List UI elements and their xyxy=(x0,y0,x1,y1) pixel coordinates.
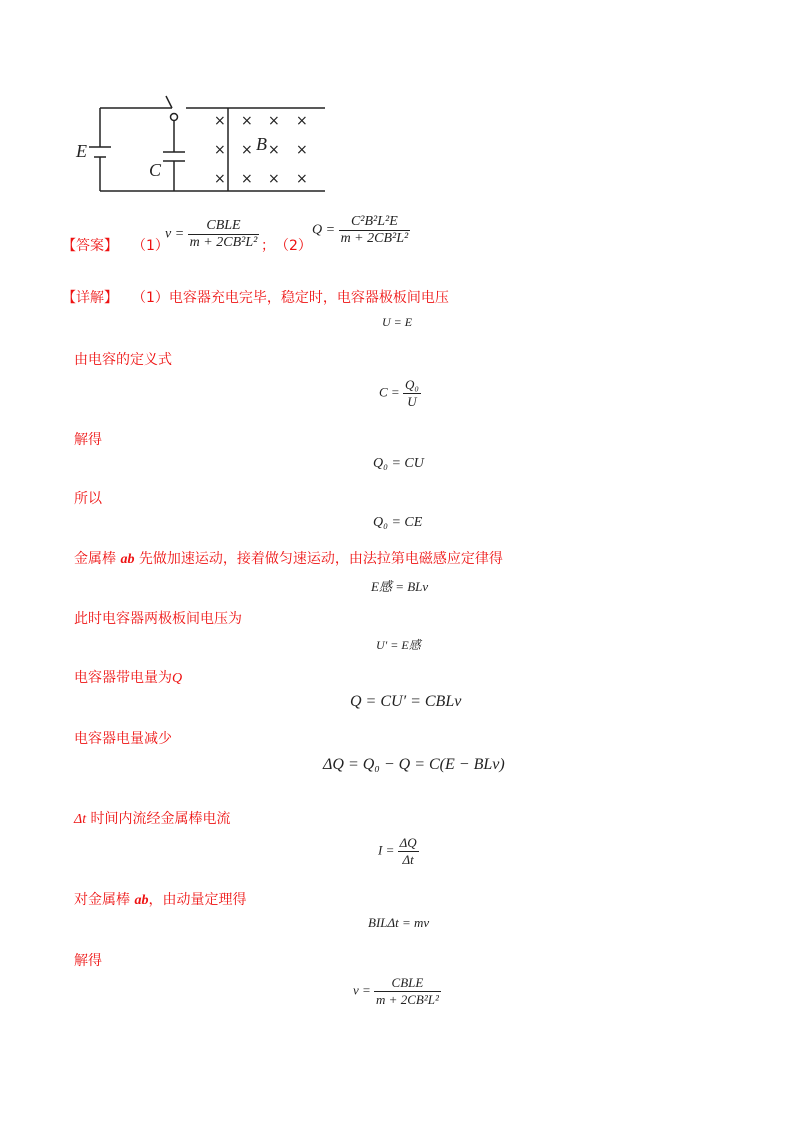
field-cross: × xyxy=(214,113,226,129)
detail-line4: 所以 xyxy=(74,491,102,507)
detail-line10: 对金属棒 ab，由动量定理得 xyxy=(74,892,247,908)
label-B: B xyxy=(256,134,267,154)
detail-line6: 此时电容器两极板间电压为 xyxy=(74,611,242,627)
field-cross: × xyxy=(268,113,280,129)
eq-Q0-CU: Q₀ = CU xyxy=(373,456,424,471)
detail-line9: Δt 时间内流经金属棒电流 xyxy=(74,811,231,827)
field-cross: × xyxy=(296,113,308,129)
detail-line7: 电容器带电量为Q xyxy=(74,670,183,686)
detail-heading: 【详解】 xyxy=(62,290,118,306)
detail-line2: 由电容的定义式 xyxy=(74,352,172,368)
eq-current: I = $\frac{\Delta Q}{\Delta t}$ xyxy=(378,835,417,867)
detail-line8: 电容器电量减少 xyxy=(74,731,172,747)
detail-line3: 解得 xyxy=(74,432,102,448)
label-E: E xyxy=(76,141,87,161)
answer-separator: ； xyxy=(261,238,275,254)
eq-final-v: v = $\frac{\text{CBLE}}{\text{m + 2CB²L²}}$ xyxy=(353,975,439,1007)
answer-part2-label: （2） xyxy=(275,238,312,254)
eq-U-E: U = E xyxy=(382,315,413,329)
eq-Q0-CE: Q₀ = CE xyxy=(373,515,423,530)
answer-part1-label: （1） xyxy=(132,238,169,254)
field-cross: × xyxy=(296,142,308,158)
eq-U-prime: U′ = E感 xyxy=(376,638,421,652)
answer-q-formula: Q = $\frac{\text{C²B²L²E}}{\text{m + 2CB²L²}}$ xyxy=(312,214,409,246)
detail-line11: 解得 xyxy=(74,953,102,969)
eq-induced-emf: E感 = BLv xyxy=(371,579,429,594)
field-cross: × xyxy=(241,171,253,187)
detail-line5: 金属棒 ab 先做加速运动，接着做匀速运动，由法拉第电磁感应定律得 xyxy=(74,551,503,567)
answer-heading: 【答案】 xyxy=(62,238,118,254)
detail-line1: （1）电容器充电完毕，稳定时，电容器极板间电压 xyxy=(132,290,449,306)
eq-capacitance-def: C = $\frac{\text{Q₀}}{U}$ xyxy=(379,377,419,409)
answer-v-formula: v = $\frac{\text{CBLE}}{\text{m + 2CB²L²}}$ xyxy=(165,218,258,250)
field-cross: × xyxy=(268,142,280,158)
field-cross: × xyxy=(214,171,226,187)
eq-momentum: BILΔt = mv xyxy=(368,915,430,930)
label-C: C xyxy=(149,160,162,180)
eq-Q-charge: Q = CU′ = CBLv xyxy=(350,693,462,710)
field-cross: × xyxy=(241,142,253,158)
field-cross: × xyxy=(296,171,308,187)
circuit-diagram xyxy=(60,90,340,200)
field-cross: × xyxy=(214,142,226,158)
field-cross: × xyxy=(241,113,253,129)
field-cross: × xyxy=(268,171,280,187)
eq-delta-Q: ΔQ = Q₀ − Q = C(E − BLv) xyxy=(323,756,505,773)
